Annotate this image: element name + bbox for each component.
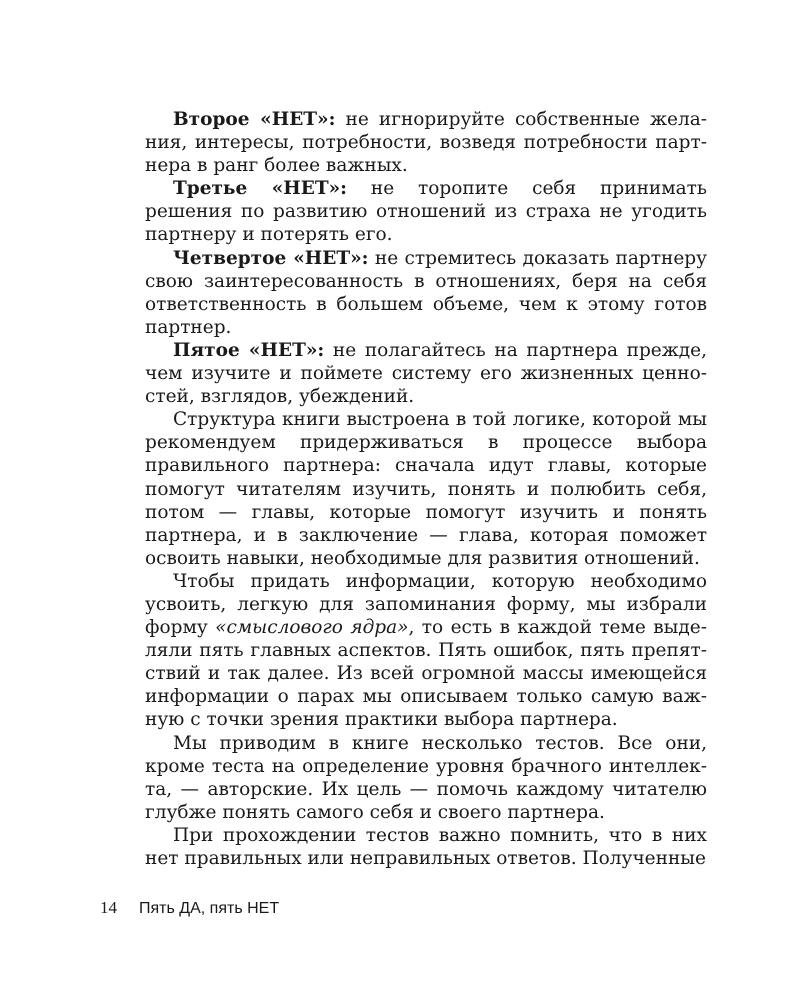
running-title: Пять ДА, пять НЕТ	[139, 900, 280, 917]
paragraph-lead: Четвертое «НЕТ»:	[173, 247, 369, 269]
paragraph-tests	[145, 732, 707, 824]
paragraph-text: не торопите себя принимать решения по развитию отношений из страха не угодить партнеру и потерять его.	[145, 178, 707, 246]
paragraph-text: При прохождении тестов важно помнить, что в них нет правильных или неправильных ответов. Полученные	[145, 824, 707, 869]
paragraph-text: Мы приводим в книге несколько тестов. Все они, кроме теста на определение уровня брачного интеллекта, — авторские. Их цель — помочь каждому читателю глубже понять самого себя и своего партнера.	[145, 732, 707, 823]
paragraph-fifth-no	[145, 339, 707, 408]
paragraph-text: не стремитесь доказать партнеру свою заинтересованность в отношениях, беря на себя ответственность в большем объеме, чем к этому готов партнер.	[145, 247, 708, 338]
paragraph-lead: Третье «НЕТ»:	[173, 178, 347, 200]
paragraph-lead: Пятое «НЕТ»:	[173, 339, 325, 361]
paragraph-test-answers	[145, 824, 707, 870]
paragraph-lead: Второе «НЕТ»:	[173, 109, 336, 130]
page-number: 14	[100, 898, 117, 917]
paragraph-text: , то есть в каждой теме выделяли пять главных аспектов. Пять ошибок, пять препятствий и так далее. Из всей огромной массы имеющейся информации о парах мы описываем только самую важную с точки зрения практики выбора партнера.	[145, 617, 707, 731]
page-footer	[100, 898, 279, 918]
page-body	[145, 108, 707, 870]
paragraph-third-no	[145, 177, 707, 246]
paragraph-text: не полагайтесь на партнера прежде, чем изучите и поймете систему его жизненных ценностей, взглядов, убеждений.	[145, 339, 707, 408]
paragraph-text: не игнорируйте собственные желания, интересы, потребности, возведя потребности партнера в ранг более важных.	[145, 109, 707, 177]
paragraph-book-structure	[145, 408, 707, 570]
paragraph-text: Структура книги выстроена в той логике, которой мы рекомендуем придерживаться в процессе выбора правильного партнера: сначала идут главы, которые помогут читателям изучить, понять и полюбить себя, потом — главы, которые помогут изучить и понять партнера, и в заключение — глава, которая поможет освоить навыки, необходимые для развития отношений.	[145, 409, 707, 569]
paragraph-fourth-no	[145, 247, 707, 339]
paragraph-text: Чтобы придать информации, которую необходимо усвоить, легкую для запоминания форму, мы избрали форму	[145, 570, 707, 639]
paragraph-semantic-core	[145, 570, 707, 732]
paragraph-italic-term: «смыслового ядра»	[215, 617, 409, 639]
paragraph-second-no	[145, 108, 707, 177]
